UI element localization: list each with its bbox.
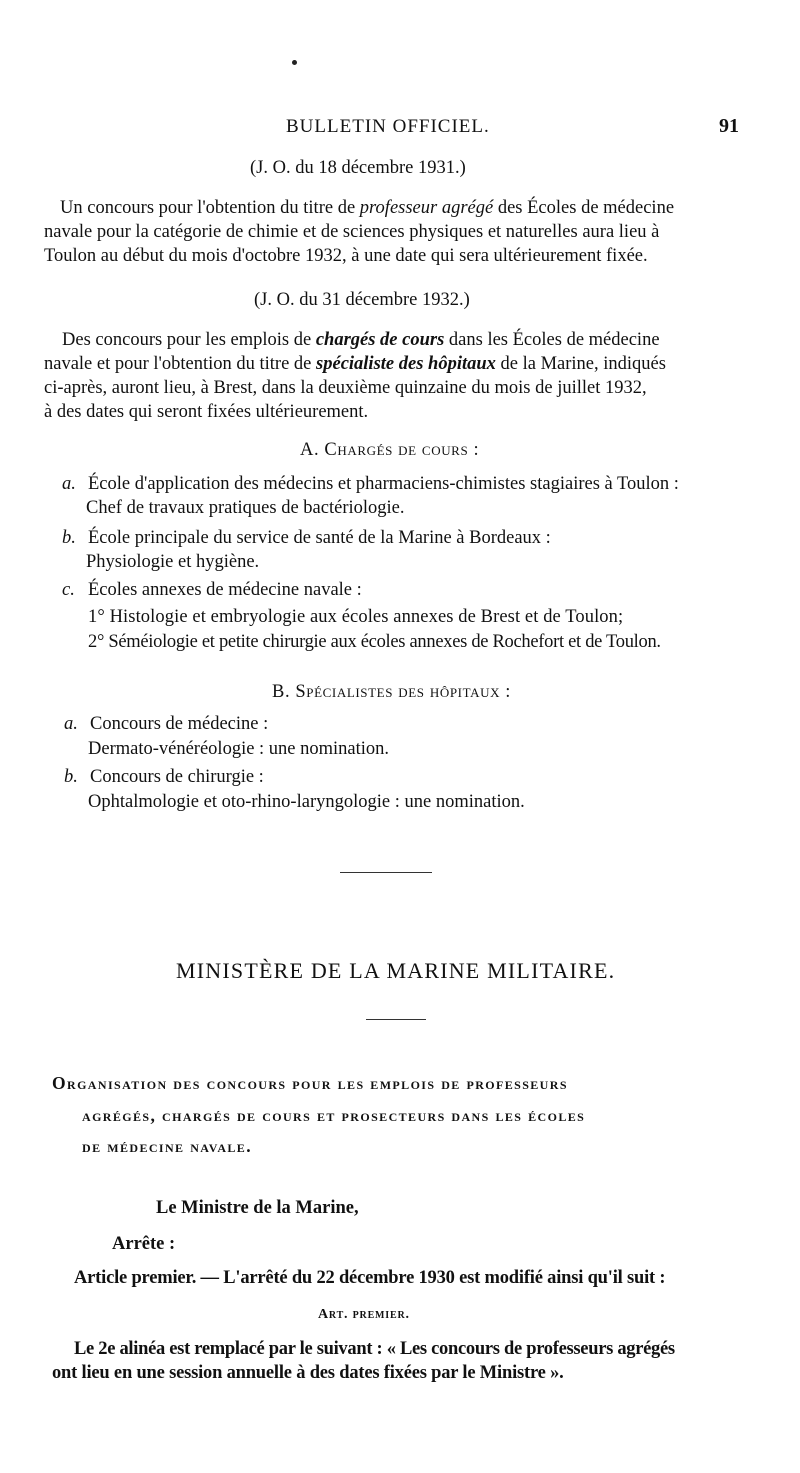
org-title-line-3: de médecine navale. <box>82 1136 252 1156</box>
paragraph-2-line-4: à des dates qui seront fixées ultérieurement. <box>44 402 369 422</box>
ink-speck <box>292 60 297 65</box>
title-rule <box>366 1019 426 1020</box>
item-b-b-text: Concours de chirurgie : <box>90 767 264 787</box>
final-line-2: ont lieu en une session annuelle à des dates fixées par le Ministre ». <box>52 1363 564 1383</box>
org-title-line-2: agrégés, chargés de cours et prosecteurs dans les écoles <box>82 1105 586 1125</box>
arrete-line: Arrête : <box>112 1234 176 1254</box>
emphasis-run: chargés de cours <box>315 330 445 350</box>
item-a-sub: Chef de travaux pratiques de bactériologie. <box>86 498 405 518</box>
item-b-text: École principale du service de santé de la Marine à Bordeaux : <box>88 528 551 548</box>
item-a-letter: a. <box>62 474 76 494</box>
item-b-a-text: Concours de médecine : <box>90 714 269 734</box>
page-number: 91 <box>719 115 739 137</box>
paragraph-2-line-2 <box>44 352 666 376</box>
text-run: Des concours pour les emplois de <box>62 330 316 350</box>
org-title-line-1: Organisation des concours pour les emplois de professeurs <box>52 1073 568 1093</box>
paragraph-1-line-2: navale pour la catégorie de chimie et de sciences physiques et naturelles aura lieu à <box>44 222 660 242</box>
heading-b: B. Spécialistes des hôpitaux : <box>272 682 512 702</box>
ministry-title: MINISTÈRE DE LA MARINE MILITAIRE. <box>176 958 616 983</box>
numbered-item-2: 2° Séméiologie et petite chirurgie aux écoles annexes de Rochefort et de Toulon. <box>88 632 661 652</box>
item-b-sub: Physiologie et hygiène. <box>86 552 260 572</box>
paragraph-1-line-1 <box>60 196 674 220</box>
item-b-b-letter: b. <box>64 767 78 787</box>
item-b-b-sub: Ophtalmologie et oto-rhino-laryngologie : une nomination. <box>88 792 525 812</box>
item-c-text: Écoles annexes de médecine navale : <box>88 580 362 600</box>
jo-reference-2: (J. O. du 31 décembre 1932.) <box>254 290 470 310</box>
item-b-a-sub: Dermato-vénéréologie : une nomination. <box>88 739 390 759</box>
text-run: des Écoles de médecine <box>493 198 675 218</box>
item-b-letter: b. <box>62 528 76 548</box>
paragraph-2-line-3: ci-après, auront lieu, à Brest, dans la deuxième quinzaine du mois de juillet 1932, <box>44 378 647 398</box>
art-heading: Art. premier. <box>318 1307 410 1322</box>
paragraph-2-line-1 <box>62 328 660 352</box>
paragraph-1-line-3: Toulon au début du mois d'octobre 1932, à une date qui sera ultérieurement fixée. <box>44 246 648 266</box>
section-separator <box>340 872 432 873</box>
text-run: de la Marine, indiqués <box>495 354 666 374</box>
item-a-text: École d'application des médecins et pharmaciens-chimistes stagiaires à Toulon : <box>88 474 679 494</box>
article-line: Article premier. — L'arrêté du 22 décembre 1930 est modifié ainsi qu'il suit : <box>74 1268 666 1288</box>
running-head: BULLETIN OFFICIEL. <box>286 116 490 137</box>
text-run: Un concours pour l'obtention du titre de <box>60 198 360 218</box>
heading-a: A. Chargés de cours : <box>300 440 480 460</box>
final-line-1: Le 2e alinéa est remplacé par le suivant : « Les concours de professeurs agrégés <box>74 1339 675 1359</box>
emphasis-run: professeur agrégé <box>359 198 494 218</box>
numbered-item-1: 1° Histologie et embryologie aux écoles annexes de Brest et de Toulon; <box>88 607 624 627</box>
text-run: navale et pour l'obtention du titre de <box>44 354 317 374</box>
item-c-letter: c. <box>62 580 75 600</box>
text-run: dans les Écoles de médecine <box>444 330 660 350</box>
emphasis-run: spécialiste des hôpitaux <box>316 354 496 374</box>
item-b-a-letter: a. <box>64 714 78 734</box>
jo-reference-1: (J. O. du 18 décembre 1931.) <box>250 158 466 178</box>
minister-line: Le Ministre de la Marine, <box>156 1198 359 1218</box>
